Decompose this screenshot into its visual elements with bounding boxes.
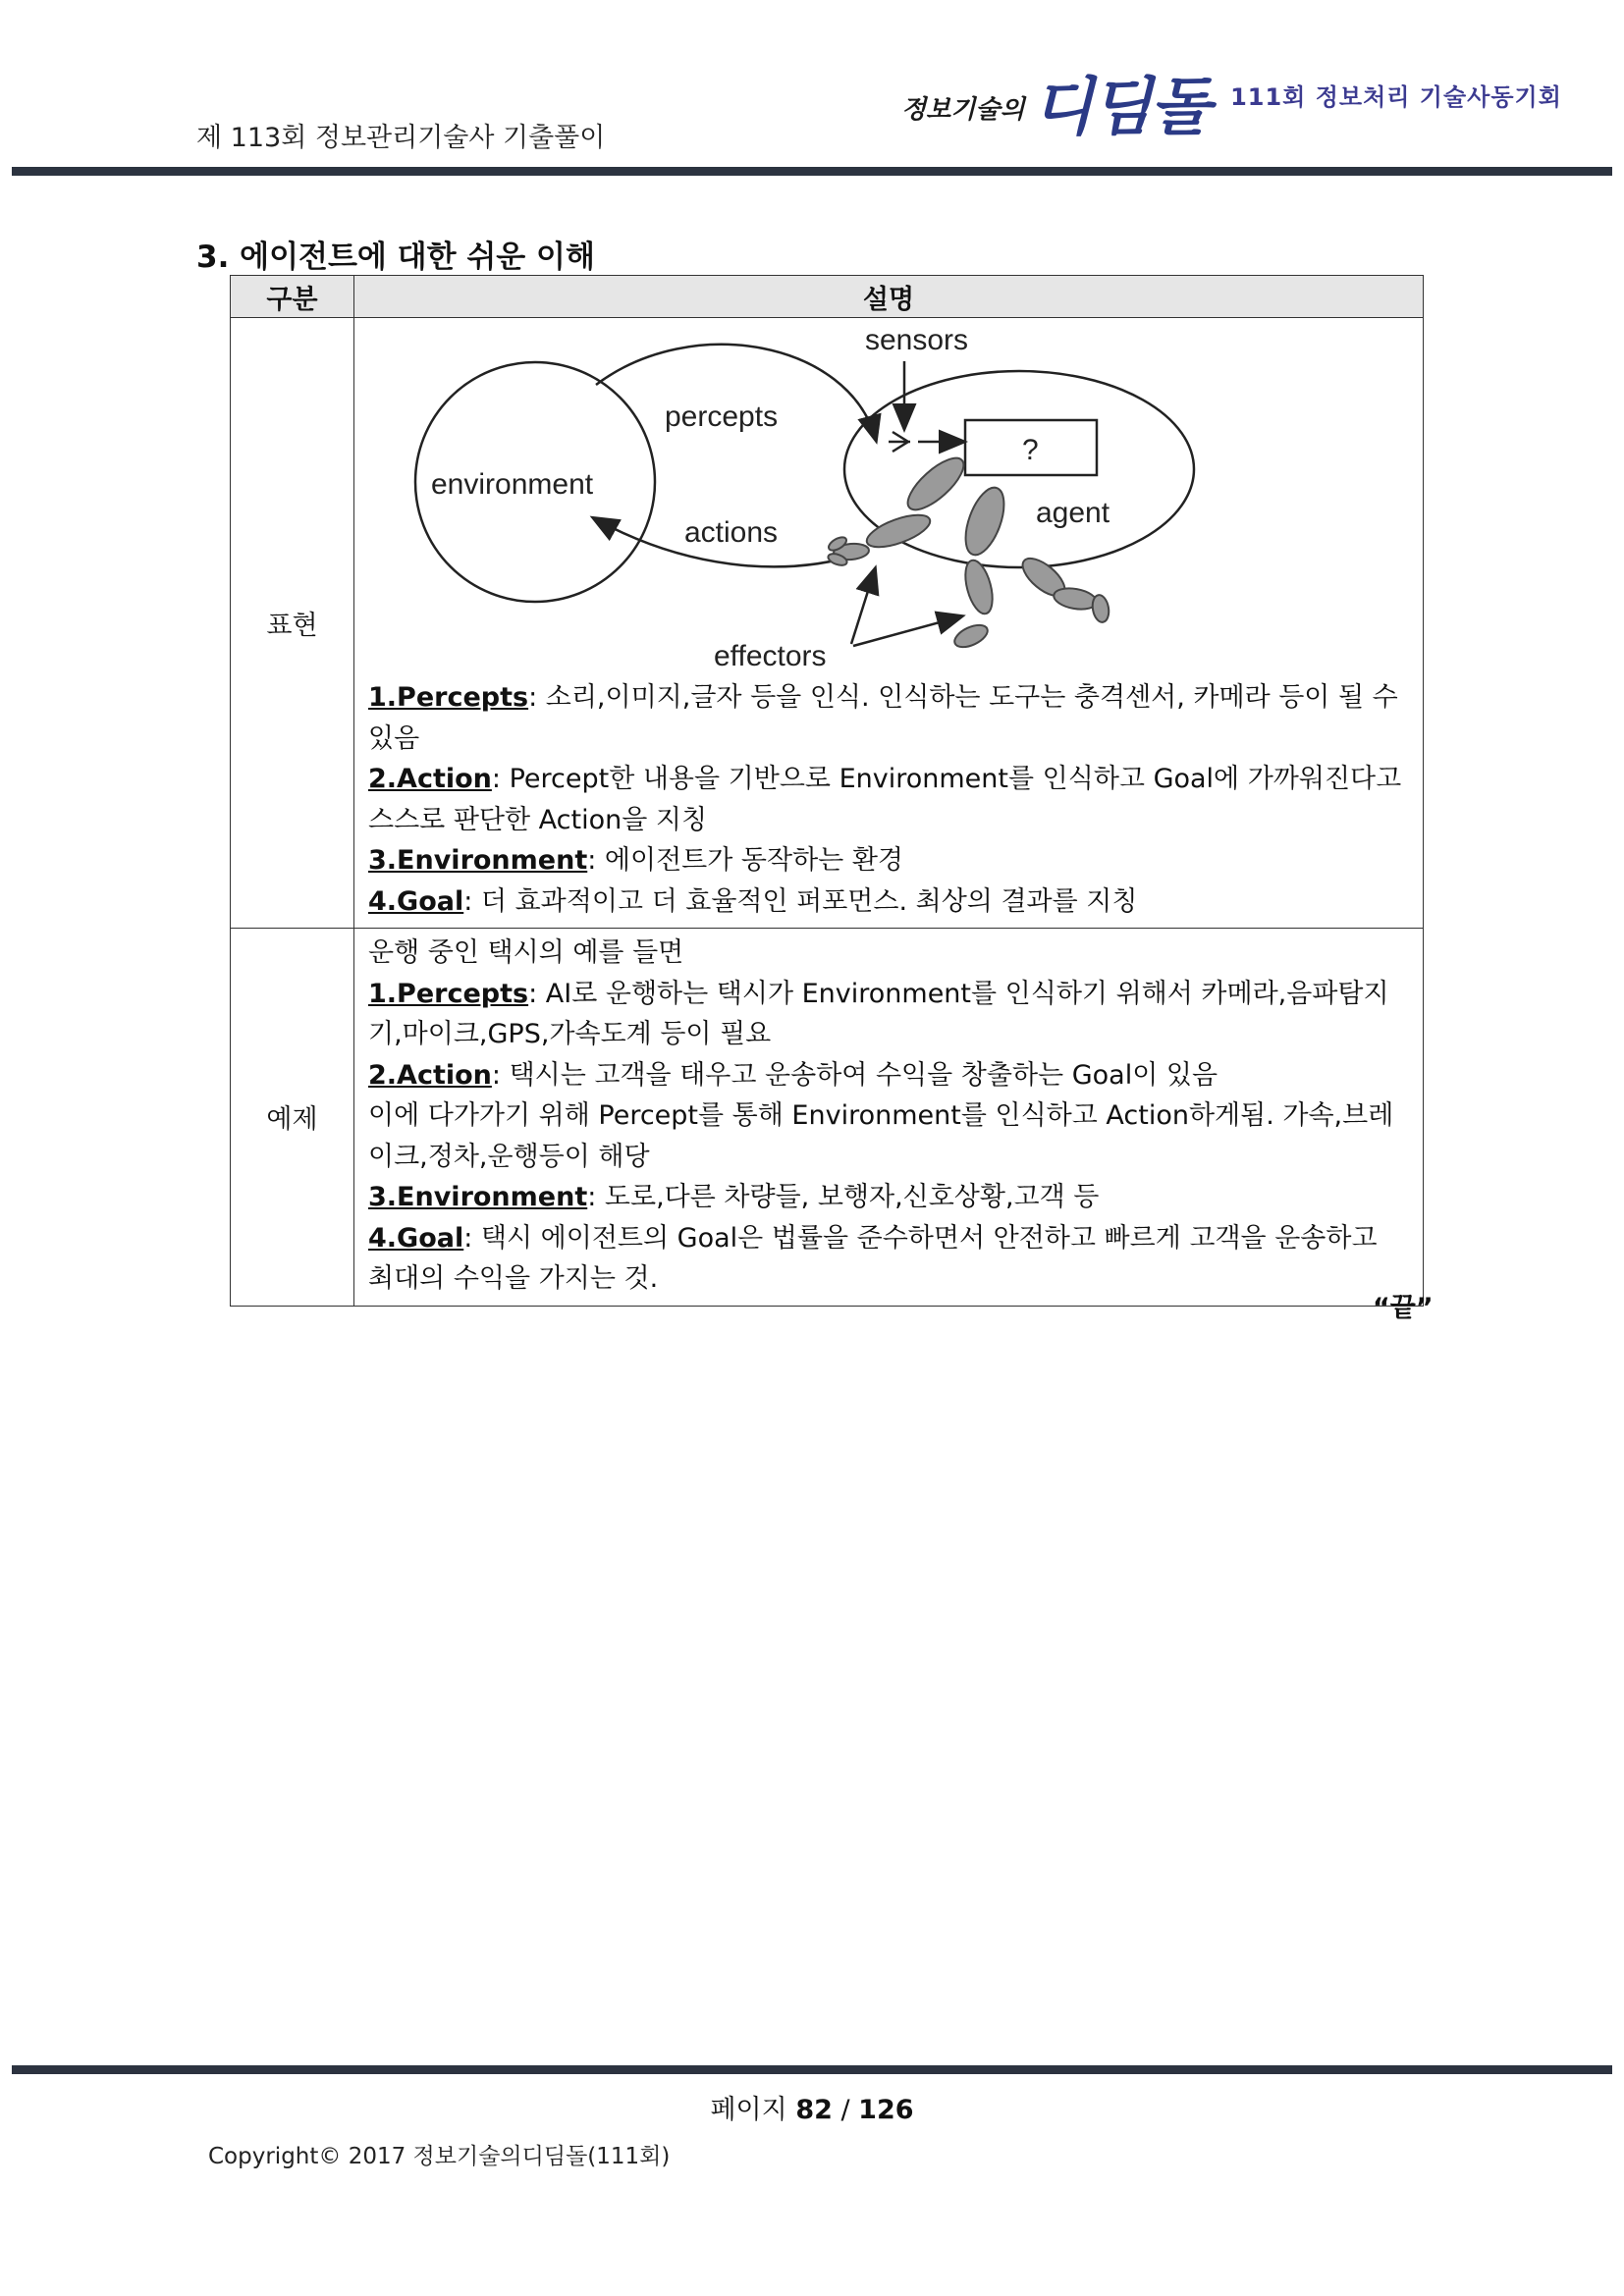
end-mark: “끝” [1373, 1293, 1434, 1323]
page-number [0, 2088, 1624, 2126]
header-rule [12, 167, 1612, 176]
term-description: : AI로 운행하는 택시가 Environment를 인식하기 위해서 카메라,음파탐지기,마이크,GPS,가속도계 등이 필요 [368, 978, 1389, 1049]
list-item [368, 840, 1409, 881]
section-title: 3. 에이전트에 대한 쉬운 이해 [196, 240, 595, 275]
list-item [368, 881, 1409, 923]
logo-small-text: 정보기술의 [901, 95, 1025, 125]
agent-environment-diagram [368, 322, 1409, 677]
logo-subtitle: 111회 정보처리 기술사동기회 [1230, 83, 1562, 111]
header-description: 설명 [354, 276, 1424, 318]
document-header-title: 제 113회 정보관리기술사 기출풀이 [196, 123, 606, 153]
brand-logo [901, 72, 1562, 144]
term-label: 3.Environment [368, 845, 588, 876]
list-item [368, 677, 1409, 759]
term-label: 3.Environment [368, 1182, 588, 1212]
list-item [368, 1055, 1409, 1096]
effectors-arrow-arm [851, 569, 875, 644]
sensor-eye-icon [889, 432, 910, 452]
term-label: 2.Action [368, 1059, 492, 1091]
table-row [231, 929, 1424, 1307]
term-label: 4.Goal [368, 885, 464, 917]
footer-rule [12, 2065, 1612, 2074]
representation-cell [354, 318, 1424, 929]
page-separator: / [832, 2095, 859, 2125]
effectors-arrow-legs [853, 616, 961, 646]
sensors-label: sensors [865, 324, 969, 356]
table-header-row [231, 276, 1424, 318]
example-cell [354, 929, 1424, 1307]
environment-label: environment [431, 468, 594, 501]
page-current: 82 [795, 2095, 833, 2125]
copyright-text: Copyright© 2017 정보기술의디딤돌(111회) [208, 2144, 671, 2169]
example-intro: 운행 중인 택시의 예를 들면 [368, 937, 684, 968]
logo-main-text: 디딤돌 [1032, 72, 1210, 144]
effector-arm-icon [827, 451, 971, 568]
page-total: 126 [858, 2095, 914, 2125]
term-label: 1.Percepts [368, 978, 529, 1009]
agent-label: agent [1036, 497, 1110, 529]
term-description: : 에이전트가 동작하는 환경 [587, 845, 903, 876]
percepts-label: percepts [665, 400, 779, 433]
list-item [368, 759, 1409, 840]
term-description: : 소리,이미지,글자 등을 인식. 인식하는 도구는 충격센서, 카메라 등이 될 수 있음 [368, 682, 1398, 754]
term-label: 2.Action [368, 764, 492, 794]
agent-program-question: ? [1022, 434, 1039, 466]
term-description: 이에 다가가기 위해 Percept를 통해 Environment를 인식하고 Action하게됨. 가속,브레이크,정차,운행등이 해당 [368, 1100, 1394, 1172]
list-item [368, 1095, 1409, 1177]
list-item [368, 1218, 1409, 1300]
term-label: 1.Percepts [368, 682, 529, 713]
table-row [231, 318, 1424, 929]
term-description: : Percept한 내용을 기반으로 Environment를 인식하고 Goal에 가까워진다고 스스로 판단한 Action을 지칭 [368, 764, 1402, 835]
row-label-example: 예제 [231, 929, 354, 1307]
list-item [368, 1177, 1409, 1218]
page-label: 페이지 [710, 2095, 796, 2125]
list-item [368, 974, 1409, 1055]
term-description: : 더 효과적이고 더 효율적인 퍼포먼스. 최상의 결과를 지칭 [463, 885, 1138, 917]
agent-table [230, 275, 1424, 1307]
term-description: : 택시는 고객을 태우고 운송하여 수익을 창출하는 Goal이 있음 [491, 1059, 1218, 1091]
effectors-label: effectors [714, 640, 827, 672]
term-description: : 택시 에이전트의 Goal은 법률을 준수하면서 안전하고 빠르게 고객을 운송하고 최대의 수익을 가지는 것. [368, 1222, 1378, 1294]
header-category: 구분 [231, 276, 354, 318]
actions-label: actions [684, 516, 779, 549]
term-label: 4.Goal [368, 1222, 464, 1254]
term-description: : 도로,다른 차량들, 보행자,신호상황,고객 등 [587, 1182, 1100, 1212]
row-label-representation: 표현 [231, 318, 354, 929]
